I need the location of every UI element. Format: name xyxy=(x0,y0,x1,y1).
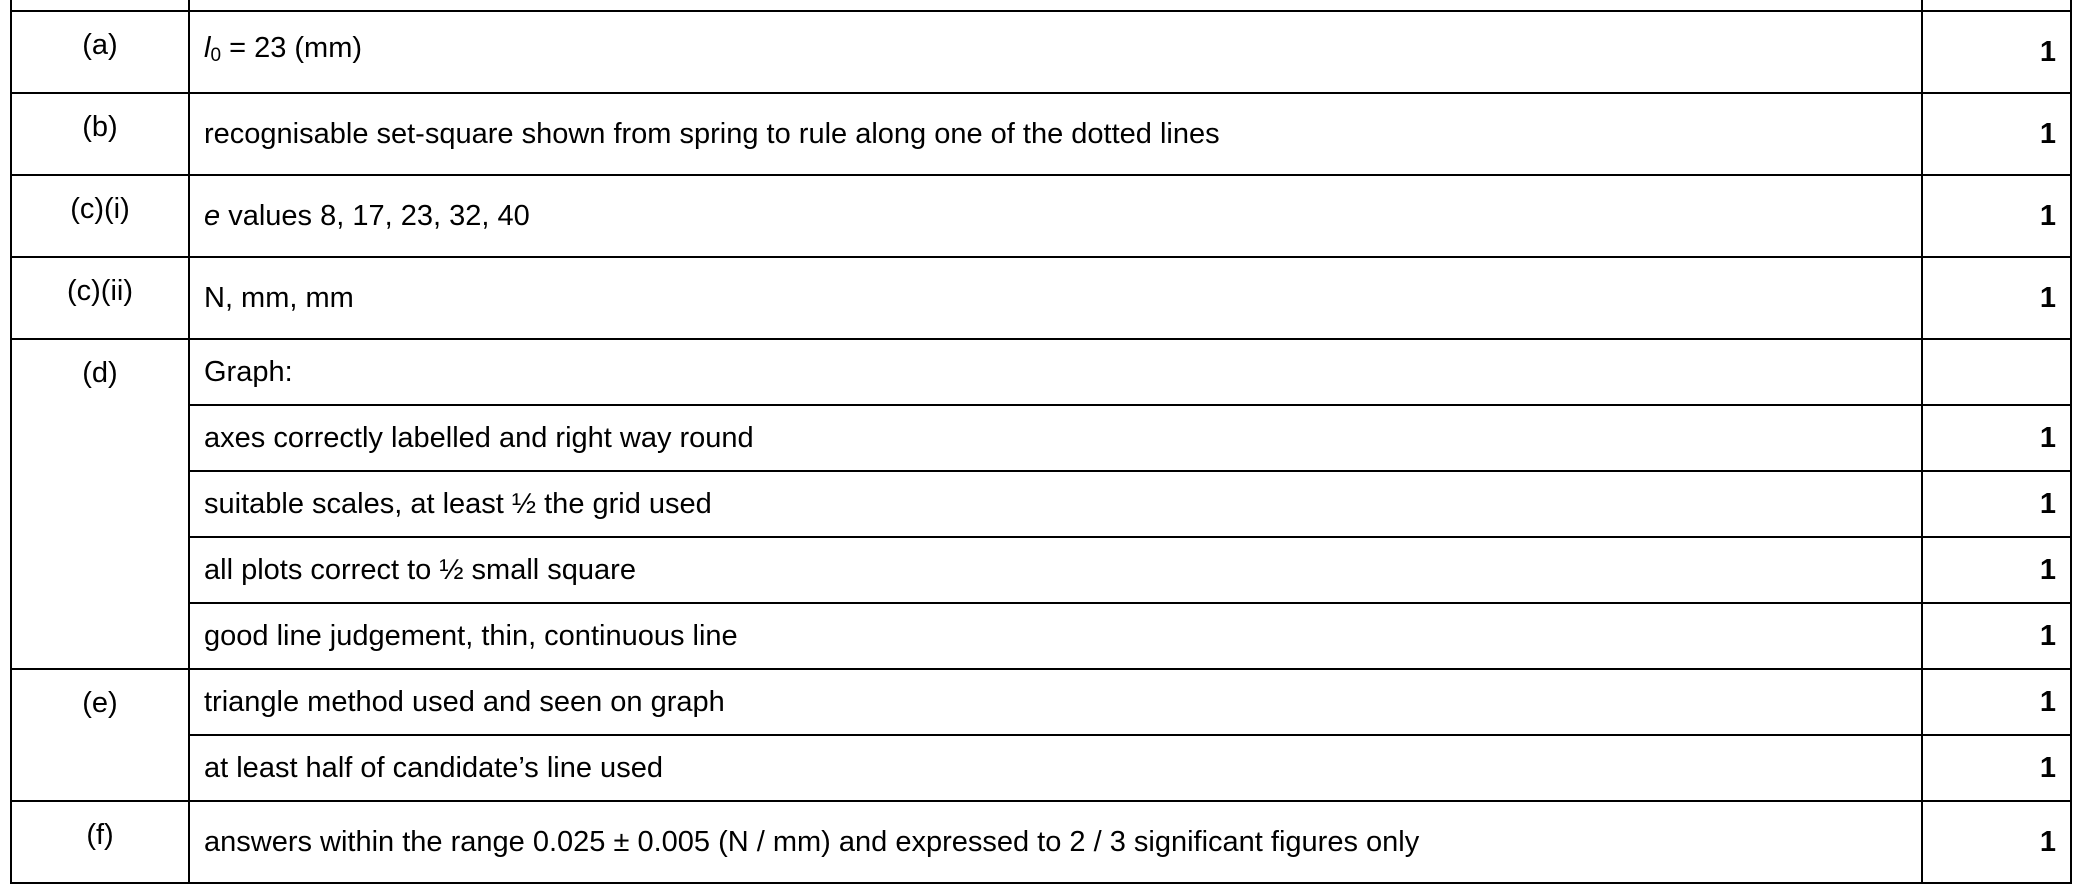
marks-value: 1 xyxy=(1922,471,2071,537)
table-row xyxy=(11,801,2071,883)
answer-text: recognisable set-square shown from spring to rule along one of the dotted lines xyxy=(189,93,1922,175)
part-label: (c)(i) xyxy=(11,175,189,257)
answer-text: at least half of candidate’s line used xyxy=(189,735,1922,801)
length-symbol: $l_0$ xyxy=(204,32,222,66)
header-answer-cell xyxy=(189,0,1922,11)
answer-text xyxy=(189,11,1922,93)
answer-value: values 8, 17, 23, 32, 40 xyxy=(220,200,530,232)
part-label: (e) xyxy=(11,669,189,801)
table-row xyxy=(11,11,2071,93)
table-row xyxy=(11,471,2071,537)
marks-value-empty xyxy=(1922,339,2071,405)
header-marks-cell xyxy=(1922,0,2071,11)
table-row xyxy=(11,175,2071,257)
answer-value: = 23 (mm) xyxy=(221,32,363,64)
part-label: (b) xyxy=(11,93,189,175)
marks-value: 1 xyxy=(1922,405,2071,471)
table-row xyxy=(11,339,2071,405)
answer-text: axes correctly labelled and right way round xyxy=(189,405,1922,471)
answer-text: answers within the range 0.025 ± 0.005 (N / mm) and expressed to 2 / 3 significant figures only xyxy=(189,801,1922,883)
marks-value: 1 xyxy=(1922,257,2071,339)
part-label: (c)(ii) xyxy=(11,257,189,339)
answer-text: N, mm, mm xyxy=(189,257,1922,339)
part-label: (d) xyxy=(11,339,189,669)
table-row xyxy=(11,603,2071,669)
answer-text: suitable scales, at least ½ the grid used xyxy=(189,471,1922,537)
table-row xyxy=(11,537,2071,603)
part-label: (f) xyxy=(11,801,189,883)
marks-value: 1 xyxy=(1922,669,2071,735)
part-label: (a) xyxy=(11,11,189,93)
answer-text: good line judgement, thin, continuous line xyxy=(189,603,1922,669)
marks-value: 1 xyxy=(1922,175,2071,257)
extension-symbol: e xyxy=(204,200,221,232)
table-row xyxy=(11,93,2071,175)
table-row xyxy=(11,669,2071,735)
answer-text: triangle method used and seen on graph xyxy=(189,669,1922,735)
marks-value: 1 xyxy=(1922,801,2071,883)
table-row xyxy=(11,257,2071,339)
table-row xyxy=(11,405,2071,471)
table-header-stub xyxy=(11,0,2071,11)
marks-value: 1 xyxy=(1922,603,2071,669)
answer-text xyxy=(189,175,1922,257)
mark-scheme-table xyxy=(10,0,2072,884)
marks-value: 1 xyxy=(1922,537,2071,603)
header-part-cell xyxy=(11,0,189,11)
table-row xyxy=(11,735,2071,801)
answer-heading: Graph: xyxy=(189,339,1922,405)
marks-value: 1 xyxy=(1922,93,2071,175)
marks-value: 1 xyxy=(1922,11,2071,93)
answer-text: all plots correct to ½ small square xyxy=(189,537,1922,603)
marks-value: 1 xyxy=(1922,735,2071,801)
